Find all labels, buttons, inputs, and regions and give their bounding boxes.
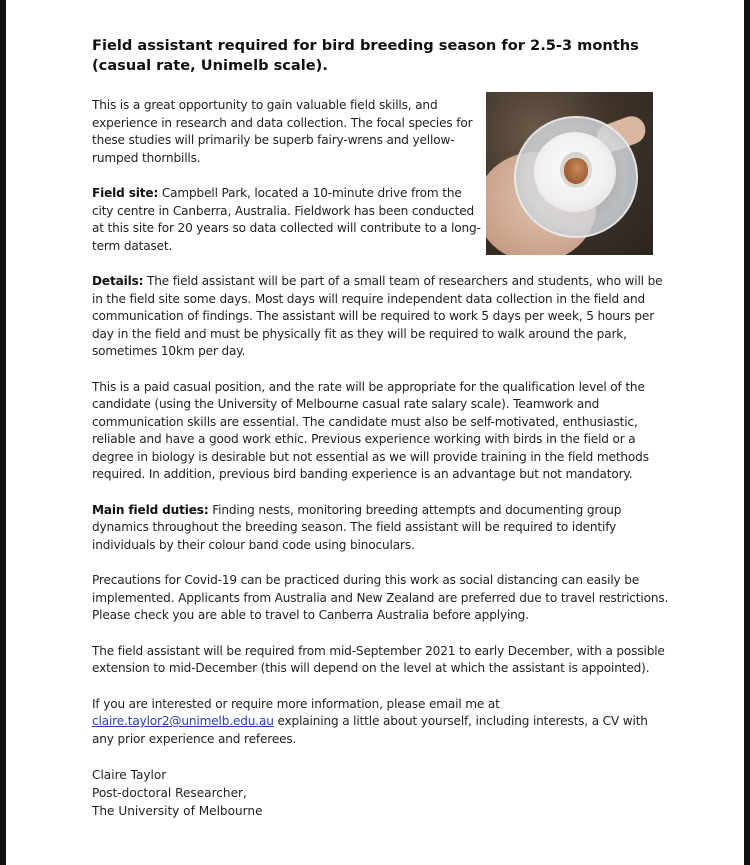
signature-block [92,766,672,820]
email-link[interactable]: claire.taylor2@unimelb.edu.au [92,714,274,728]
signature-role: Post-doctoral Researcher, [92,786,247,800]
signature-name: Claire Taylor [92,768,167,782]
field-site-text: Campbell Park, located a 10-minute drive from the city centre in Canberra, Australia. Fieldwork has been conducted at this site for 20 years so data collected will contribute to a long-term dataset. [92,186,481,253]
contact-after-text: explaining a little about yourself, including interests, a CV with any prior experience and referees. [92,714,648,746]
details-paragraph [92,273,672,361]
field-site-label: Field site: [92,186,159,200]
intro-paragraph: This is a great opportunity to gain valuable field skills, and experience in research and data collection. The focal species for these studies will primarily be superb fairy-wrens and yellow-rumped thornbills. [92,98,473,165]
field-site-paragraph [92,185,482,255]
document-title: Field assistant required for bird breeding season for 2.5-3 months (casual rate, Unimelb scale). [92,37,639,74]
details-label: Details: [92,274,144,288]
nestling-bird [564,158,588,184]
duties-text: Finding nests, monitoring breeding attempts and documenting group dynamics throughout the breeding season. The field assistant will be required to identify individuals by their colour band code using binoculars. [92,502,622,552]
dates-paragraph: The field assistant will be required from mid-September 2021 to early December, with a possible extension to mid-December (this will depend on the level at which the assistant is appointed). [92,643,665,675]
duties-label: Main field duties: [92,502,209,517]
contact-before-text: If you are interested or require more information, please email me at [92,696,500,711]
document-page [6,0,744,865]
covid-paragraph: Precautions for Covid-19 can be practiced during this work as social distancing can easily be implemented. Applicants from Australia and New Zealand are preferred due to travel restrictions. Please check you are able to travel to Canberra Australia before applying. [92,573,669,622]
nestling-photo [486,92,653,255]
signature-org: The University of Melbourne [92,804,263,818]
contact-paragraph [92,696,672,749]
details-text: The field assistant will be part of a small team of researchers and students, who will be in the field site some days. Most days will require independent data collection in the field and communication of findings. The assistant will be required to work 5 days per week, 5 hours per day in the field and must be physically fit as they will be required to walk around the park, sometimes 10km per day. [92,274,663,358]
paid-position-paragraph: This is a paid casual position, and the rate will be appropriate for the qualification level of the candidate (using the University of Melbourne casual rate salary scale). Teamwork and communication skills are essential. The candidate must also be self-motivated, enthusiastic, reliable and have a good work ethic. Previous experience working with birds in the field or a degree in biology is desirable but not essential as we will provide training in the field methods required. In addition, previous bird banding experience is an advantage but not mandatory. [92,379,649,481]
duties-paragraph [92,502,672,555]
